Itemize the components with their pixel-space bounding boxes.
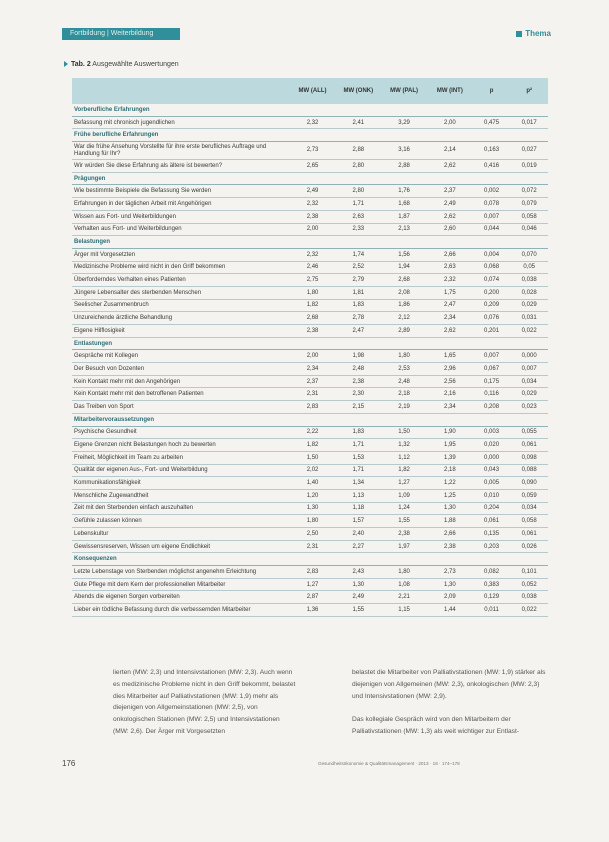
table-cell: 1,81 [335, 286, 381, 299]
table-cell: 2,13 [381, 223, 427, 236]
table-cell: 2,46 [290, 261, 336, 274]
table-cell: 1,25 [427, 489, 473, 502]
row-label: Zeit mit den Sterbenden einfach auszuhalten [72, 502, 290, 515]
table-category-row [72, 172, 548, 185]
row-label: Gewissensreserven, Wissen um eigene Endlichkeit [72, 540, 290, 553]
table-row [72, 540, 548, 553]
table-cell: 2,38 [290, 210, 336, 223]
row-label: Wir würden Sie diese Erfahrung als ältere ist bewerten? [72, 160, 290, 173]
table-cell: 0,068 [473, 261, 511, 274]
category-label: Prägungen [72, 172, 548, 185]
square-icon [516, 31, 522, 37]
row-label: Qualität der eigenen Aus-, Fort- und Weiterbildung [72, 464, 290, 477]
table-cell: 0,416 [473, 160, 511, 173]
table-cell: 2,00 [427, 116, 473, 129]
table-cell: 1,82 [290, 299, 336, 312]
table-cell: 0,017 [510, 116, 548, 129]
table-row [72, 261, 548, 274]
table-cell: 1,30 [427, 502, 473, 515]
table-cell: 2,38 [335, 375, 381, 388]
table-cell: 0,043 [473, 464, 511, 477]
row-label: Das Treiben von Sport [72, 401, 290, 414]
table-cell: 1,55 [381, 515, 427, 528]
table-cell: 2,22 [290, 426, 336, 439]
table-row [72, 185, 548, 198]
table-category-row [72, 553, 548, 566]
table-row [72, 350, 548, 363]
page-number: 176 [62, 759, 76, 768]
table-cell: 1,15 [381, 604, 427, 617]
table-cell: 1,24 [381, 502, 427, 515]
triangle-icon [64, 61, 68, 67]
table-cell: 1,30 [427, 578, 473, 591]
table-row [72, 160, 548, 173]
category-label: Entlastungen [72, 337, 548, 350]
table-cell: 1,86 [381, 299, 427, 312]
table-cell: 1,76 [381, 185, 427, 198]
table-cell: 0,058 [510, 210, 548, 223]
table-row [72, 515, 548, 528]
table-cell: 2,02 [290, 464, 336, 477]
table-cell: 2,38 [381, 528, 427, 541]
table-row [72, 223, 548, 236]
row-label: Kommunikationsfähigkeit [72, 477, 290, 490]
table-cell: 2,48 [381, 375, 427, 388]
table-cell: 0,061 [473, 515, 511, 528]
table-row [72, 198, 548, 211]
table-cell: 2,37 [290, 375, 336, 388]
table-cell: 2,78 [335, 312, 381, 325]
table-cell: 1,80 [290, 515, 336, 528]
table-cell: 0,175 [473, 375, 511, 388]
row-label: Psychische Gesundheit [72, 426, 290, 439]
table-row [72, 426, 548, 439]
table-cell: 2,62 [427, 210, 473, 223]
row-label: Gespräche mit Kollegen [72, 350, 290, 363]
body-text-column-2: belastet die Mitarbeiter von Palliativstationen (MW: 1,9) stärker als diejenigen von Allgemeinen (MW: 2,3), onkologischen (MW: 2,3) und Intensivstationen (MW: 2,9). Das kollegiale Gespräch wird von den Mitarbeitern der Palliativstationen (MW: 1,3) als weit wichtiger zur Entlast- [352, 669, 546, 735]
row-label: Ärger mit Vorgesetzten [72, 248, 290, 261]
table-cell: 1,98 [335, 350, 381, 363]
table-cell: 1,83 [335, 426, 381, 439]
table-cell: 0,079 [510, 198, 548, 211]
table-cell: 1,95 [427, 439, 473, 452]
table-cell: 0,034 [510, 375, 548, 388]
table-cell: 0,020 [473, 439, 511, 452]
row-label: Wie bestimmte Beispiele die Befassung Sie werden [72, 185, 290, 198]
table-cell: 0,101 [510, 566, 548, 579]
table-row [72, 116, 548, 129]
table-cell: 2,18 [381, 388, 427, 401]
table-cell: 2,34 [427, 401, 473, 414]
table-cell: 0,208 [473, 401, 511, 414]
table-cell: 2,88 [381, 160, 427, 173]
table-cell: 1,65 [427, 350, 473, 363]
table-cell: 0,074 [473, 274, 511, 287]
table-cell: 0,067 [473, 363, 511, 376]
table-cell: 2,48 [335, 363, 381, 376]
column-header-label [72, 78, 290, 104]
table-cell: 0,007 [473, 350, 511, 363]
table-row [72, 299, 548, 312]
table-cell: 0,038 [510, 591, 548, 604]
table-cell: 2,80 [335, 160, 381, 173]
table-cell: 1,22 [427, 477, 473, 490]
table-cell: 2,27 [335, 540, 381, 553]
table-cell: 1,34 [335, 477, 381, 490]
column-header: p [473, 78, 511, 104]
table-cell: 1,20 [290, 489, 336, 502]
table-cell: 1,90 [427, 426, 473, 439]
table-cell: 0,078 [473, 198, 511, 211]
table-cell: 0,163 [473, 142, 511, 160]
table-cell: 1,36 [290, 604, 336, 617]
table-cell: 1,80 [381, 566, 427, 579]
table-cell: 1,44 [427, 604, 473, 617]
table-cell: 0,05 [510, 261, 548, 274]
table-cell: 2,53 [381, 363, 427, 376]
table-cell: 2,32 [290, 198, 336, 211]
row-label: Eigene Hilflosigkeit [72, 325, 290, 338]
table-cell: 0,059 [510, 489, 548, 502]
row-label: Menschliche Zugewandtheit [72, 489, 290, 502]
table-cell: 0,055 [510, 426, 548, 439]
table-cell: 0,000 [473, 451, 511, 464]
table-cell: 1,71 [335, 464, 381, 477]
table-cell: 2,73 [427, 566, 473, 579]
table-cell: 0,201 [473, 325, 511, 338]
row-label: Letzte Lebenstage von Sterbenden möglichst angenehm Erleichtung [72, 566, 290, 579]
table-cell: 2,52 [335, 261, 381, 274]
table-cell: 2,79 [335, 274, 381, 287]
table-cell: 1,83 [335, 299, 381, 312]
table-cell: 1,80 [381, 350, 427, 363]
table-row [72, 439, 548, 452]
table-cell: 0,204 [473, 502, 511, 515]
table-cell: 2,49 [335, 591, 381, 604]
table-cell: 0,058 [510, 515, 548, 528]
row-label: Wissen aus Fort- und Weiterbildungen [72, 210, 290, 223]
table-row [72, 528, 548, 541]
table-cell: 2,33 [335, 223, 381, 236]
table-header-row [72, 78, 548, 104]
table-cell: 0,383 [473, 578, 511, 591]
row-label: Seelischer Zusammenbruch [72, 299, 290, 312]
table-cell: 2,00 [290, 223, 336, 236]
table-cell: 1,97 [381, 540, 427, 553]
table-cell: 2,15 [335, 401, 381, 414]
table-cell: 2,47 [335, 325, 381, 338]
table-cell: 1,94 [381, 261, 427, 274]
table-cell: 0,002 [473, 185, 511, 198]
table-cell: 2,49 [290, 185, 336, 198]
table-cell: 2,31 [290, 388, 336, 401]
table-cell: 0,116 [473, 388, 511, 401]
table-cell: 0,052 [510, 578, 548, 591]
table-cell: 2,56 [427, 375, 473, 388]
table-cell: 0,010 [473, 489, 511, 502]
table-cell: 0,044 [473, 223, 511, 236]
table-cell: 0,061 [510, 528, 548, 541]
table-cell: 2,32 [290, 248, 336, 261]
table-cell: 2,62 [427, 160, 473, 173]
table-row [72, 142, 548, 160]
row-label: Überforderndes Verhalten eines Patienten [72, 274, 290, 287]
table-row [72, 401, 548, 414]
table-cell: 1,39 [427, 451, 473, 464]
column-header: MW (INT) [427, 78, 473, 104]
table-cell: 2,83 [290, 401, 336, 414]
row-label: Kein Kontakt mehr mit den Angehörigen [72, 375, 290, 388]
table-row [72, 312, 548, 325]
table-cell: 2,49 [427, 198, 473, 211]
table-cell: 0,028 [510, 286, 548, 299]
table-cell: 2,21 [381, 591, 427, 604]
table-cell: 1,27 [381, 477, 427, 490]
table-cell: 2,66 [427, 248, 473, 261]
table-cell: 1,50 [381, 426, 427, 439]
table-cell: 0,029 [510, 299, 548, 312]
table-cell: 2,68 [381, 274, 427, 287]
row-label: Gefühle zulassen können [72, 515, 290, 528]
table-cell: 1,56 [381, 248, 427, 261]
table-row [72, 464, 548, 477]
table-category-row [72, 129, 548, 142]
table-cell: 2,66 [427, 528, 473, 541]
table-cell: 2,09 [427, 591, 473, 604]
table-cell: 0,022 [510, 604, 548, 617]
table-caption: Tab. 2 Ausgewählte Auswertungen [64, 61, 179, 68]
row-label: Medizinische Probleme wird nicht in den Griff bekommen [72, 261, 290, 274]
table-row [72, 489, 548, 502]
table-cell: 1,09 [381, 489, 427, 502]
category-label: Mitarbeitervoraussetzungen [72, 413, 548, 426]
table-cell: 1,18 [335, 502, 381, 515]
table-category-row [72, 236, 548, 249]
table-cell: 2,63 [335, 210, 381, 223]
table-cell: 1,71 [335, 198, 381, 211]
table-cell: 1,82 [381, 464, 427, 477]
table-cell: 2,63 [427, 261, 473, 274]
row-label: Gute Pflege mit dem Kern der professionellen Mitarbeiter [72, 578, 290, 591]
table-cell: 2,38 [427, 540, 473, 553]
column-header: p² [510, 78, 548, 104]
row-label: Kein Kontakt mehr mit den betroffenen Patienten [72, 388, 290, 401]
table-cell: 2,18 [427, 464, 473, 477]
table-cell: 0,000 [510, 350, 548, 363]
table-cell: 1,40 [290, 477, 336, 490]
table-cell: 1,30 [335, 578, 381, 591]
table-cell: 0,203 [473, 540, 511, 553]
body-text-column-1: lierten (MW: 2,3) und Intensivstationen (MW: 2,3). Auch wenn es medizinische Probleme nicht in den Griff bekommt, belastet dies Mitarbeiter auf Palliativstationen (MW: 1,9) mehr als diejenigen von Allgemeinstationen (MW: 2,5), von onkologischen Stationen (MW: 2,5) und Intensivstationen (MW: 2,6). Der Ärger mit Vorgesetzten [113, 669, 296, 735]
table-row [72, 502, 548, 515]
table-cell: 0,046 [510, 223, 548, 236]
table-cell: 0,029 [510, 388, 548, 401]
table-cell: 1,75 [427, 286, 473, 299]
table-cell: 2,43 [335, 566, 381, 579]
data-table [72, 78, 548, 617]
table-row [72, 388, 548, 401]
table-cell: 0,090 [510, 477, 548, 490]
section-label: Fortbildung | Weiterbildung [62, 28, 180, 40]
table-category-row [72, 337, 548, 350]
table-cell: 2,88 [335, 142, 381, 160]
table-category-row [72, 413, 548, 426]
table-cell: 2,83 [290, 566, 336, 579]
table-cell: 2,12 [381, 312, 427, 325]
table-cell: 0,026 [510, 540, 548, 553]
table-row [72, 363, 548, 376]
table-cell: 0,031 [510, 312, 548, 325]
table-cell: 1,27 [290, 578, 336, 591]
table-row [72, 375, 548, 388]
table-cell: 2,75 [290, 274, 336, 287]
table-cell: 0,082 [473, 566, 511, 579]
table-row [72, 325, 548, 338]
row-label: Eigene Grenzen nicht Belastungen hoch zu bewerten [72, 439, 290, 452]
table-cell: 1,12 [381, 451, 427, 464]
table-cell: 0,072 [510, 185, 548, 198]
table-cell: 0,038 [510, 274, 548, 287]
table-cell: 0,061 [510, 439, 548, 452]
table-row [72, 451, 548, 464]
table-row [72, 604, 548, 617]
table-cell: 1,71 [335, 439, 381, 452]
table-cell: 0,200 [473, 286, 511, 299]
table-cell: 1,08 [381, 578, 427, 591]
table-cell: 1,50 [290, 451, 336, 464]
table-cell: 2,68 [290, 312, 336, 325]
table-cell: 1,88 [427, 515, 473, 528]
table-cell: 2,47 [427, 299, 473, 312]
table-cell: 0,005 [473, 477, 511, 490]
table-cell: 2,73 [290, 142, 336, 160]
table-cell: 0,003 [473, 426, 511, 439]
table-cell: 2,00 [290, 350, 336, 363]
table-cell: 1,74 [335, 248, 381, 261]
table-cell: 2,87 [290, 591, 336, 604]
table-cell: 1,68 [381, 198, 427, 211]
row-label: Unzureichende ärztliche Behandlung [72, 312, 290, 325]
table-cell: 2,16 [427, 388, 473, 401]
table-cell: 2,31 [290, 540, 336, 553]
thema-label: Thema [516, 28, 551, 40]
table-row [72, 286, 548, 299]
table-cell: 2,50 [290, 528, 336, 541]
table-category-row [72, 104, 548, 116]
table-cell: 3,29 [381, 116, 427, 129]
table-cell: 1,13 [335, 489, 381, 502]
category-label: Vorberufliche Erfahrungen [72, 104, 548, 116]
row-label: Jüngere Lebensalter des sterbenden Menschen [72, 286, 290, 299]
row-label: Befassung mit chronisch jugendlichen [72, 116, 290, 129]
table-cell: 0,027 [510, 142, 548, 160]
table-cell: 0,023 [510, 401, 548, 414]
table-cell: 0,007 [510, 363, 548, 376]
table-cell: 2,08 [381, 286, 427, 299]
table-cell: 0,098 [510, 451, 548, 464]
table-cell: 0,011 [473, 604, 511, 617]
row-label: Verhalten aus Fort- und Weiterbildungen [72, 223, 290, 236]
table-row [72, 578, 548, 591]
table-cell: 2,34 [290, 363, 336, 376]
table-row [72, 210, 548, 223]
row-label: Lieber ein tödliche Befassung durch die verbessernden Mitarbeiter [72, 604, 290, 617]
column-header: MW (ALL) [290, 78, 336, 104]
table-cell: 1,57 [335, 515, 381, 528]
table-cell: 0,007 [473, 210, 511, 223]
table-cell: 2,62 [427, 325, 473, 338]
table-cell: 1,80 [290, 286, 336, 299]
table-row [72, 274, 548, 287]
table-cell: 1,53 [335, 451, 381, 464]
table-cell: 0,088 [510, 464, 548, 477]
table-cell: 0,004 [473, 248, 511, 261]
table-cell: 0,070 [510, 248, 548, 261]
row-label: Lebenskultur [72, 528, 290, 541]
table-cell: 2,30 [335, 388, 381, 401]
row-label: Freiheit, Möglichkeit im Team zu arbeiten [72, 451, 290, 464]
category-label: Konsequenzen [72, 553, 548, 566]
table-cell: 2,89 [381, 325, 427, 338]
table-cell: 0,209 [473, 299, 511, 312]
table-cell: 2,38 [290, 325, 336, 338]
table-cell: 1,82 [290, 439, 336, 452]
table-row [72, 566, 548, 579]
table-cell: 2,60 [427, 223, 473, 236]
table-cell: 2,41 [335, 116, 381, 129]
footer-citation: Gesundheitsökonomie & Qualitätsmanagement · 2013 · 18 · 174–178 [318, 761, 460, 766]
category-label: Frühe berufliche Erfahrungen [72, 129, 548, 142]
table-cell: 2,14 [427, 142, 473, 160]
table-cell: 0,129 [473, 591, 511, 604]
table-cell: 0,475 [473, 116, 511, 129]
table-cell: 1,55 [335, 604, 381, 617]
table-row [72, 591, 548, 604]
table-cell: 2,80 [335, 185, 381, 198]
column-header: MW (ONK) [335, 78, 381, 104]
table-row [72, 477, 548, 490]
column-header: MW (PAL) [381, 78, 427, 104]
table-cell: 0,022 [510, 325, 548, 338]
table-cell: 3,16 [381, 142, 427, 160]
table-cell: 0,135 [473, 528, 511, 541]
category-label: Belastungen [72, 236, 548, 249]
table-row [72, 248, 548, 261]
row-label: Erfahrungen in der täglichen Arbeit mit Angehörigen [72, 198, 290, 211]
table-cell: 2,32 [427, 274, 473, 287]
table-cell: 1,32 [381, 439, 427, 452]
table-cell: 2,19 [381, 401, 427, 414]
table-cell: 2,34 [427, 312, 473, 325]
table-cell: 2,32 [290, 116, 336, 129]
table-cell: 1,30 [290, 502, 336, 515]
row-label: Der Besuch von Dozenten [72, 363, 290, 376]
table-cell: 2,65 [290, 160, 336, 173]
table-cell: 2,40 [335, 528, 381, 541]
table-cell: 0,034 [510, 502, 548, 515]
row-label: War die frühe Ansehung Vorstellte für ihre erste berufliches Auftrage und Handlung für Ihr? [72, 142, 290, 160]
table-cell: 0,019 [510, 160, 548, 173]
table-cell: 0,076 [473, 312, 511, 325]
table-cell: 1,87 [381, 210, 427, 223]
table-cell: 2,37 [427, 185, 473, 198]
row-label: Abends die eigenen Sorgen vorbereiten [72, 591, 290, 604]
table-cell: 2,96 [427, 363, 473, 376]
